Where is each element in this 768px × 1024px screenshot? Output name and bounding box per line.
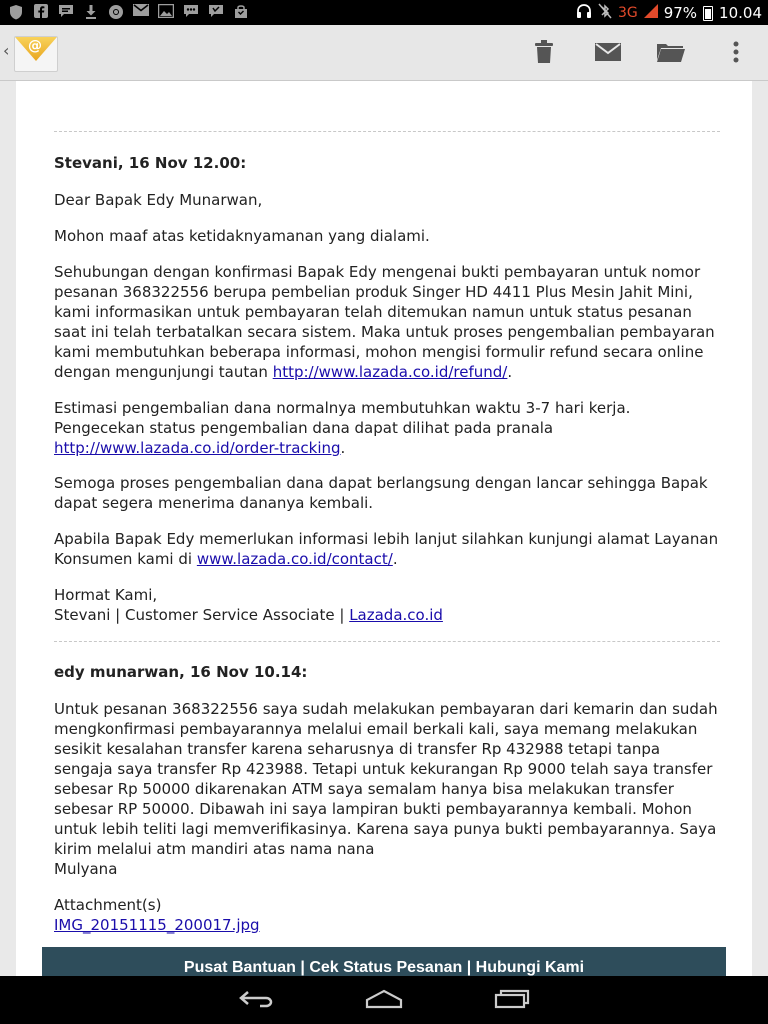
gmail-icon xyxy=(133,4,149,20)
envelope-icon xyxy=(595,43,621,61)
chrome-icon xyxy=(108,4,124,20)
help-center-link[interactable]: Pusat Bantuan xyxy=(183,959,296,976)
recent-apps-button[interactable] xyxy=(492,988,532,1014)
system-status xyxy=(576,3,762,23)
attachment-label: Attachment(s) xyxy=(54,896,162,914)
order-status-link[interactable]: Cek Status Pesanan xyxy=(309,959,463,976)
home-icon xyxy=(365,989,403,1013)
back-button[interactable] xyxy=(236,988,276,1014)
closing: Hormat Kami, xyxy=(54,586,158,604)
estimate-paragraph: Estimasi pengembalian dana normalnya membutuhkan waktu 3-7 hari kerja. Pengecekan status pengembalian dana dapat dilihat pada pranala http://www.lazada.co.id/order-tracking. xyxy=(54,399,631,457)
status-bar xyxy=(0,0,768,25)
refund-paragraph: Sehubungan dengan konfirmasi Bapak Edy mengenai bukti pembayaran untuk nomor pesanan 368322556 berupa pembelian produk Singer HD 4411 Plus Mesin Jahit Mini, kami informasikan untuk pembayaran telah ditemukan namun untuk status pesanan saat ini telah terbatalkan secara sistem. Maka untuk proses pengembalian pembayaran kami membutuhkan beberapa informasi, mohon mengisi formulir refund secara online dengan mengunjungi tautan http://www.lazada.co.id/refund/. xyxy=(54,263,715,381)
battery-percent: 97% xyxy=(663,4,698,22)
sender-line: Stevani, 16 Nov 12.00: xyxy=(54,154,247,172)
message-divider xyxy=(54,131,720,132)
network-type: 3G xyxy=(617,5,638,21)
action-bar xyxy=(0,25,768,81)
folder-icon xyxy=(657,42,685,62)
lazada-link[interactable]: Lazada.co.id xyxy=(349,606,443,624)
apology-paragraph: Mohon maaf atas ketidaknyamanan yang dialami. xyxy=(54,227,430,245)
bag-icon xyxy=(233,4,249,20)
contact-us-link[interactable]: Hubungi Kami xyxy=(475,959,585,976)
back-arrow-icon xyxy=(238,989,274,1013)
signal-icon xyxy=(644,4,658,22)
shield-icon xyxy=(8,4,24,20)
contact-link[interactable]: www.lazada.co.id/contact/ xyxy=(196,550,393,568)
bluetooth-off-icon xyxy=(598,3,612,23)
home-button[interactable] xyxy=(364,988,404,1014)
attachment-link[interactable]: IMG_20151115_200017.jpg xyxy=(54,916,260,934)
move-folder-button[interactable] xyxy=(653,37,689,67)
recent-apps-icon xyxy=(494,989,530,1013)
delete-button[interactable] xyxy=(526,37,562,67)
wish-paragraph: Semoga proses pengembalian dana dapat berlangsung dengan lancar sehingga Bapak dapat segera menerima dananya kembali. xyxy=(54,474,708,512)
image-icon xyxy=(158,4,174,20)
email-thread xyxy=(16,81,752,976)
battery-icon xyxy=(703,6,713,21)
footer-links: Pusat Bantuan | Cek Status Pesanan | Hubungi Kami xyxy=(42,947,726,976)
customer-name: Mulyana xyxy=(54,860,118,878)
refund-link[interactable]: http://www.lazada.co.id/refund/ xyxy=(272,363,508,381)
headset-icon xyxy=(576,3,592,23)
facebook-icon xyxy=(33,4,49,20)
trash-icon xyxy=(534,40,554,64)
download-icon xyxy=(83,4,99,20)
customer-message-body: Untuk pesanan 368322556 saya sudah melakukan pembayaran dari kemarin dan sudah mengkonfirmasi pembayarannya melalui email berkali kali, saya memang melakukan sesikit kesalahan transfer karena seharusnya di transfer Rp 432988 tetapi tanpa sengaja saya transfer Rp 423988. Tetapi untuk kekurangan Rp 9000 telah saya transfer sebesar Rp 50000 dikarenakan ATM saya semalam hanya bisa melakukan transfer sebesar RP 50000. Dibawah ini saya lampiran bukti pembayarannya kembali. Mohon untuk lebih teliti lagi memverifikasinya. Karena saya punya bukti pembayarannya. Saya kirim melalui atm mandiri atas nama nana xyxy=(54,700,718,858)
clock: 10.04 xyxy=(719,4,762,22)
signature: Stevani | Customer Service Associate | Lazada.co.id xyxy=(54,606,443,624)
chevron-left-icon[interactable]: ‹ xyxy=(3,41,10,60)
email-app-icon[interactable]: @ xyxy=(14,36,58,72)
message-icon xyxy=(208,4,224,20)
notification-icons xyxy=(8,4,249,20)
message-divider xyxy=(54,641,720,642)
order-tracking-link[interactable]: http://www.lazada.co.id/order-tracking xyxy=(54,439,341,457)
navigation-bar xyxy=(0,976,768,1024)
overflow-menu-icon xyxy=(733,41,739,63)
mark-unread-button[interactable] xyxy=(590,37,626,67)
more-options-button[interactable] xyxy=(718,37,754,67)
attachment-item xyxy=(54,915,720,935)
greeting: Dear Bapak Edy Munarwan, xyxy=(54,191,263,209)
contact-paragraph: Apabila Bapak Edy memerlukan informasi lebih lanjut silahkan kunjungi alamat Layanan Konsumen kami di www.lazada.co.id/contact/. xyxy=(54,530,719,568)
chat-icon xyxy=(58,4,74,20)
bbm-icon xyxy=(183,4,199,20)
sender-line: edy munarwan, 16 Nov 10.14: xyxy=(54,663,308,681)
